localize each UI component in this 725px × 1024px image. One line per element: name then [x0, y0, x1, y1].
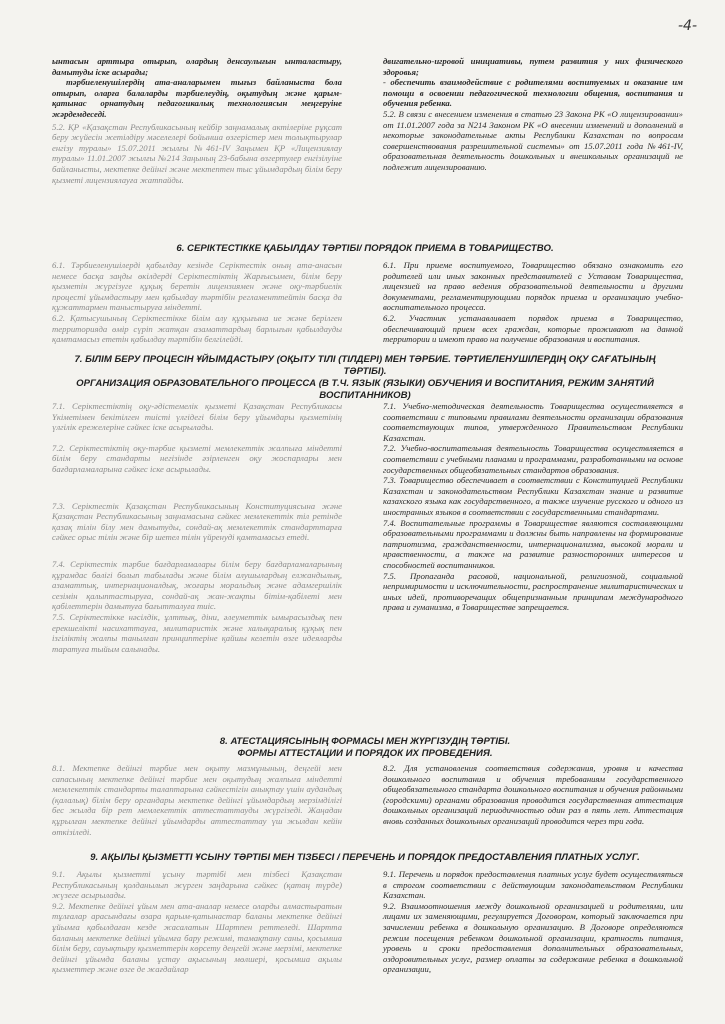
paragraph: ынтасын арттыра отырып, олардың денсаулығын ынталастыру, дамытуды іске асырады;	[52, 56, 342, 77]
paragraph: 7.3. Серіктестік Қазақстан Республикасының Конституциясына және Қазақстан Республикасының заңнамасына сәйкес мемлекеттік тіл ретінде қазақ тілін білу мен дамытуды, сондай-ақ мемлекеттік стандарттарға сәйкес орыс тілін және бір шетел тілін үйренуді қамтамасыз етеді.	[52, 500, 342, 543]
paragraph: 6.1. При приеме воспитуемого, Товарищество обязано ознакомить его родителей или иных законных представителей с Уставом Товарищества, лицензией на право ведения образовательной деятельности и другими документами, регламентирующими порядок приема и организацию учебно-воспитательного процесса.	[383, 260, 683, 313]
paragraph: 5.2. В связи с внесением изменения в статью 23 Закона РК «О лицензировании» от 11.01.2007 года за N214 Законом РК «О внесении изменений и дополнений в некоторые законодательные акты Республики Казахстан по вопросам совершенствования разрешительной системы» от 15.07.2011 года №461-IV, образовательная деятельность дошкольных и внешкольных организаций не подлежит лицензированию.	[383, 108, 683, 172]
paragraph: 7.4. Воспитательные программы в Товариществе являются составляющими образовательными программами и должны быть направлены на формирование патриотизма, гражданственности, интернационализма, высокой морали и нравственности, а также на развитие разносторонних интересов и способностей воспитанников.	[383, 517, 683, 570]
paragraph: 9.1. Перечень и порядок предоставления платных услуг будет осуществляться в строгом соответствии с действующим законодательством Республики Казахстан.	[383, 869, 683, 901]
paragraph: 7.4. Серіктестік тәрбие бағдарламалары білім беру бағдарламаларының құрамдас бөлігі болып табылады және білім алушылардың елжандылық, азаматтық, интернационалдық, жоғары моральдық және адамгершілік сезімін қалыптастыруға, сондай-ақ жан-жақты бітім-қабілеті мен қабілеттерін дамытуға бағытталуға тиіс.	[52, 558, 342, 612]
section-8-heading-ru: ФОРМЫ АТТЕСТАЦИИ И ПОРЯДОК ИХ ПРОВЕДЕНИЯ.	[237, 748, 493, 759]
paragraph: 6.2. Қатысушының Серіктестікке білім алу құқығына ие және берілген территорияда өмір сүріп жатқан азаматтардың барлығын қабылдауды қамтамасыз ететін қабылдау тәртібін белгілейді.	[52, 312, 342, 345]
paragraph: 7.2. Учебно-воспитательная деятельность Товарищества осуществляется в соответствии с учебными планами и программами, разработанными на основе государственных общеобязательных стандартов образования.	[383, 443, 683, 475]
paragraph: 6.1. Тәрбиеленушілерді қабылдау кезінде Серіктестік оның ата-анасын немесе басқа заңды өкілдерді Серіктестіктің Жарғысымен, білім беру қызметін жүргізуге құқық беретін лицензиямен және оқу-тәрбиелік процесті ұйымдастыру мен қабылдау тәртібін регламенттейтін басқа да құжаттармен таныстыруға міндетті.	[52, 260, 342, 313]
paragraph: 8.1. Мектепке дейінгі тәрбие мен оқыту мазмұнының, деңгейі мен сапасының мектепке дейінгі тәрбие мен оқытудың жалпыға міндетті мемлекеттік стандарты талаптарына сәйкестігін анықтау үшін аудандық (қалалық) білім беру органдары мектепке дейінгі ұйымдардың мерзімділігі бес жылда бір рет мемлекеттік аттестаттауды жүргізеді. Жаңадан құрылған мектепке дейінгі ұйымдарды аттестаттау үш жылдан кейін өткізіледі.	[52, 763, 342, 837]
top-left-column	[52, 56, 342, 185]
paragraph: 7.5. Пропаганда расовой, национальной, религиозной, социальной непримиримости и исключительности, распространение милитаристических и иных идей, противоречащих общепризнанным принципам международного права и гуманизма, в Товариществе запрещается.	[383, 570, 683, 613]
paragraph: 6.2. Участник устанавливает порядок приема в Товарищество, обеспечивающий прием всех граждан, которые проживают на данной территории и имеют право на получение образования и воспитания.	[383, 312, 683, 345]
paragraph: 7.1. Учебно-методическая деятельность Товарищества осуществляется в соответствии с типовыми правилами деятельности организации образования соответствующих типов, утвержденного Правительством Республики Казахстан.	[383, 401, 683, 443]
paragraph: - обеспечить взаимодействие с родителями воспитуемых и оказание им помощи в освоении педагогической технологии общения, воспитания и обучения ребенка.	[383, 77, 683, 109]
paragraph: тәрбиеленушілердің ата-аналарымен тығыз байланыста бола отырып, оларға балаларды тәрбиелеудің, оқытудың және қарым-қатынас орнатудың педагогикалық технологиясын меңгеруіне жәрдемдеседі.	[52, 77, 342, 119]
section-6-left	[52, 260, 342, 345]
section-7-heading: 7. БІЛІМ БЕРУ ПРОЦЕСІН ҰЙЫМДАСТЫРУ (ОҚЫТУ ТІЛІ (ТІЛДЕРІ) МЕН ТӘРБИЕ. ТӘРТИЕЛЕНУШІЛЕРДІҢ ОҚУ САҒАТЫНЫҢ ТӘРТІБІ).	[74, 354, 656, 377]
section-9-heading: 9. АҚЫЛЫ ҚЫЗМЕТТІ ҰСЫНУ ТӘРТІБІ МЕН ТІЗБЕСІ / ПЕРЕЧЕНЬ И ПОРЯДОК ПРЕДОСТАВЛЕНИЯ ПЛАТНЫХ УСЛУГ.	[90, 852, 640, 863]
paragraph: 9.2. Мектепке дейінгі ұйым мен ата-аналар немесе оларды алмастыратын тұлғалар арасындағы өзара қарым-қатынастар баланы мектепке дейінгі ұйымға қабылдаған кезде жасалатын Шартпен реттеледі. Шартта баланың мектепке дейінгі ұйымға бару режимі, тамақтану саны, қосымша білім беру, сауықтыру қызметтерін көрсету деңгейі және мерзімі, мектепке дейінгі ұйымда баланы ұстау ақысының мөлшері, қосымша ақылы қызметтер және өзге де жағдайлар	[52, 900, 342, 975]
paragraph: 9.1. Ақылы қызметті ұсыну тәртібі мен тізбесі Қазақстан Республикасының қолданылып жүрген заңдарына сәйкес (қатаң түрде) жүзеге асырылады.	[52, 869, 342, 901]
section-8-left	[52, 763, 342, 837]
paragraph: двигательно-игровой инициативы, путем развития у них физического здоровья;	[383, 56, 683, 77]
paragraph: 7.2. Серіктестіктің оқу-тәрбие қызметі мемлекеттік жалпыға міндетті білім беру стандарты негізінде әзірленген оқу жоспарлары мен бағдарламаларына сәйкес іске асырылады.	[52, 442, 342, 474]
section-7-right	[383, 401, 683, 613]
section-9-left	[52, 869, 342, 975]
section-7-heading-ru: ОРГАНИЗАЦИЯ ОБРАЗОВАТЕЛЬНОГО ПРОЦЕССА (В Т.Ч. ЯЗЫК (ЯЗЫКИ) ОБУЧЕНИЯ И ВОСПИТАНИЯ, РЕЖИМ ЗАНЯТИЙ ВОСПИТАННИКОВ)	[76, 378, 654, 401]
paragraph: 9.2. Взаимоотношения между дошкольной организацией и родителями, или лицами их заменяющими, регулируется Договором, который заключается при зачислении ребенка в дошкольную организацию. В Договоре определяются режим посещения ребенком дошкольной организации, кратность питания, уровень и сроки предоставления дополнительных образовательных, оздоровительных услуг, размер оплаты за содержание ребенка в дошкольной организации,	[383, 900, 683, 975]
section-6-heading: 6. СЕРІКТЕСТІККЕ ҚАБЫЛДАУ ТӘРТІБІ/ ПОРЯДОК ПРИЕМА В ТОВАРИЩЕСТВО.	[176, 243, 554, 254]
paragraph: 7.3. Товарищество обеспечивает в соответствии с Конституцией Республики Казахстан и законодательством Республики Казахстан знание и развитие казахского языка как государственного, а также изучение русского и одного из иностранных языков в соответствии с государственными стандартами.	[383, 475, 683, 517]
page-number: -4-	[677, 18, 697, 34]
paragraph: 5.2. ҚР «Қазақстан Республикасының кейбір заңнамалық актілеріне рұқсат беру жүйесін жетілдіру мәселелері бойынша өзгерістер мен толықтырулар енгізу туралы» 15.07.2011 жылғы №461-IV Заңымен ҚР «Лицензиялау туралы» 11.01.2007 жылғы №214 Заңының 23-бабына өзгертулер енгізілуіне байланысты, мектепке дейінгі және мектептен тыс ұйымдардың білім беру қызметі лицензиялауға жатпайды.	[52, 121, 342, 185]
paragraph: 7.1. Серіктестіктің оқу-әдістемелік қызметі Қазақстан Республикасы Үкіметімен бекітілген тиісті үлгідегі білім беру ұйымдары қызметінің үлгілік ережелеріне сәйкес іске асырылады.	[52, 401, 342, 433]
section-9-right	[383, 869, 683, 975]
top-right-column	[383, 56, 683, 173]
paragraph: 7.5. Серіктестікке нәсілдік, ұлттық, діни, әлеуметтік ымырасыздық пен ерекшелікті насихаттауға, милитаристік және халықаралық құқық пен ізгіліктің жалпы танылған принциптеріне қайшы келетін өзге идеяларды таратуға тыйым салынады.	[52, 611, 342, 654]
section-8-heading: 8. АТЕСТАЦИЯСЫНЫҢ ФОРМАСЫ МЕН ЖҮРГІЗУДІҢ ТӘРТІБІ.	[219, 736, 511, 747]
paragraph: 8.2. Для установления соответствия содержания, уровня и качества дошкольного воспитания и обучения требованиям государственного общеобязательного стандарта дошкольного воспитания и обучения районными (городскими) органами образования проводится государственная аттестация дошкольных организаций периодичностью один раз в пять лет. Аттестация вновь созданных дошкольных организаций проводится через три года.	[383, 763, 683, 826]
section-8-right	[383, 763, 683, 827]
section-6-right	[383, 260, 683, 345]
section-7-left	[52, 401, 342, 654]
